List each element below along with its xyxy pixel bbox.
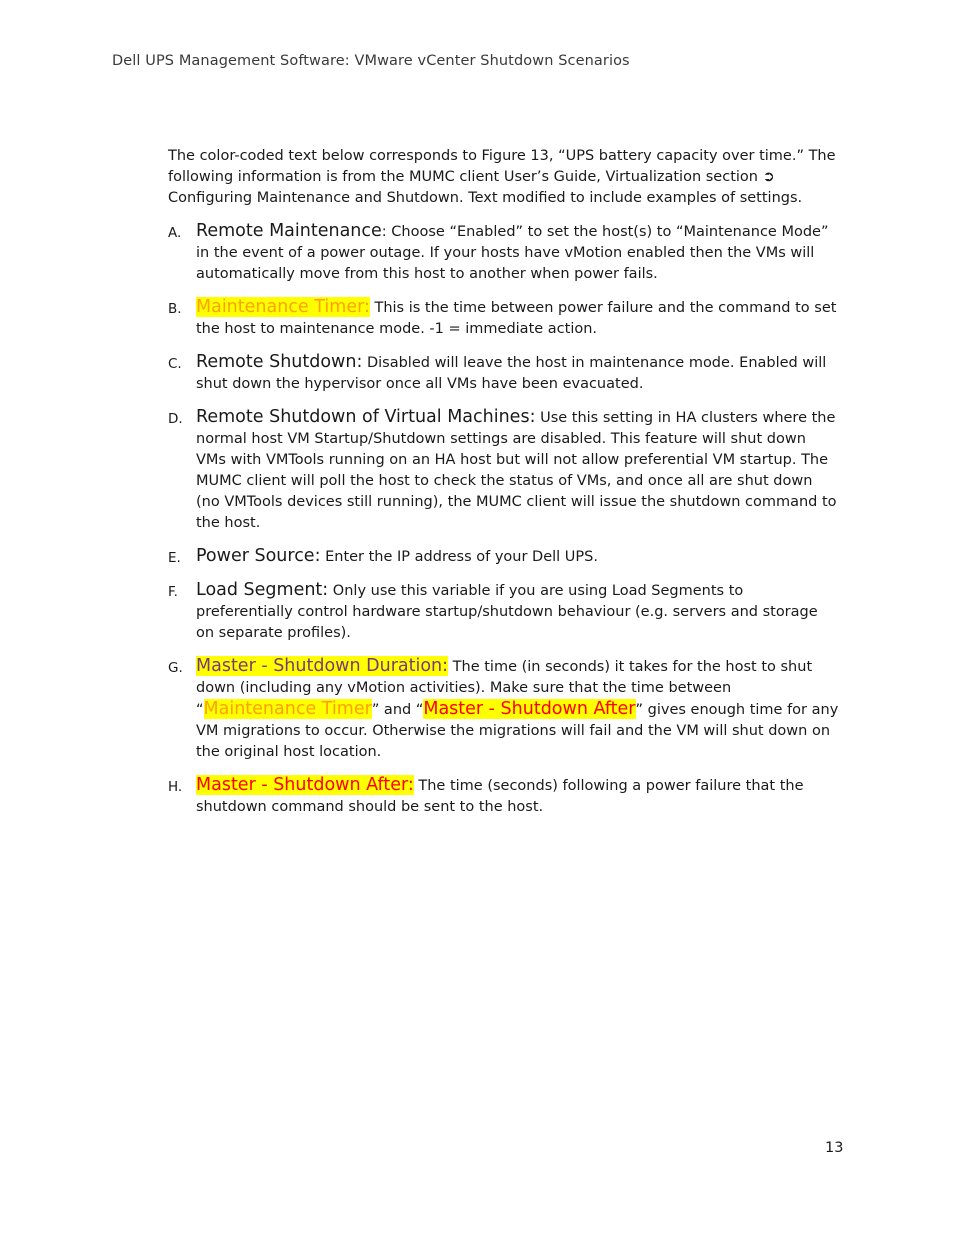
term-power-source: Power Source: [196,546,321,566]
item-description: Only use this variable if you are using Load Segments to preferentially control hardware startup/shutdown behaviour (e.g. servers and storage on separate profiles). [196,583,818,641]
intro-text-end: Configuring Maintenance and Shutdown. Text modified to include examples of settings. [168,190,803,206]
ref-shutdown-after: Master - Shutdown After [423,699,636,719]
term-colon: : [381,224,387,240]
ref-maintenance-timer: Maintenance Timer [203,699,372,719]
item-description: Enter the IP address of your Dell UPS. [320,549,598,565]
list-item-shutdown-duration [168,656,840,763]
arrow-icon: ➲ [762,169,775,185]
term-remote-shutdown: Remote Shutdown: [196,352,363,372]
term-shutdown-after: Master - Shutdown After: [196,775,414,795]
document-body [168,146,840,830]
list-marker: H. [168,779,183,795]
item-description: Choose “Enabled” to set the host(s) to “Maintenance Mode” in the event of a power outage. If your hosts have vMotion enabled then the VMs will automatically move from this host to another when power fails. [196,224,829,282]
list-marker: C. [168,356,182,372]
item-description: This is the time between power failure and the command to set the host to maintenance mode. -1 = immediate action. [196,300,837,337]
list-marker: A. [168,225,182,241]
list-item-remote-maintenance [168,221,840,285]
term-maintenance-timer: Maintenance Timer: [196,297,370,317]
intro-text-start: The color-coded text below corresponds to Figure 13, “UPS battery capacity over time.” The following information is from the MUMC client User’s Guide, Virtualization section [168,148,836,185]
list-item-shutdown-after [168,775,840,818]
list-marker: E. [168,550,181,566]
item-description: The time (seconds) following a power failure that the shutdown command should be sent to the host. [196,778,804,815]
list-marker: G. [168,660,183,676]
list-item-remote-shutdown [168,352,840,395]
item-description: Disabled will leave the host in maintenance mode. Enabled will shut down the hypervisor once all VMs have been evacuated. [196,355,827,392]
list-item-remote-shutdown-vms [168,407,840,534]
running-header: Dell UPS Management Software: VMware vCenter Shutdown Scenarios [112,53,630,69]
term-shutdown-duration: Master - Shutdown Duration: [196,656,449,676]
term-remote-maintenance: Remote Maintenance [196,221,382,241]
item-description: ” and “ [371,702,424,718]
item-description: Use this setting in HA clusters where the normal host VM Startup/Shutdown settings are disabled. This feature will shut down VMs with VMTools running on an HA host but will not allow preferential VM startup. The MUMC client will poll the host to check the status of VMs, and once all are shut down (no VMTools devices still running), the MUMC client will issue the shutdown command to the host. [196,410,837,531]
item-description: ” gives enough time for any VM migrations to occur. Otherwise the migrations will fail and the VM will shut down on the original host location. [196,702,839,760]
page-number: 13 [825,1140,844,1156]
list-marker: B. [168,301,182,317]
list-item-load-segment [168,580,840,644]
item-description: The time (in seconds) it takes for the host to shut down (including any vMotion activities). Make sure that the time between “ [196,659,813,718]
list-item-maintenance-timer [168,297,840,340]
term-remote-shutdown-vms: Remote Shutdown of Virtual Machines: [196,407,536,427]
list-marker: D. [168,411,183,427]
list-item-power-source [168,546,840,568]
intro-paragraph [168,146,840,209]
term-load-segment: Load Segment: [196,580,329,600]
list-marker: F. [168,584,178,600]
